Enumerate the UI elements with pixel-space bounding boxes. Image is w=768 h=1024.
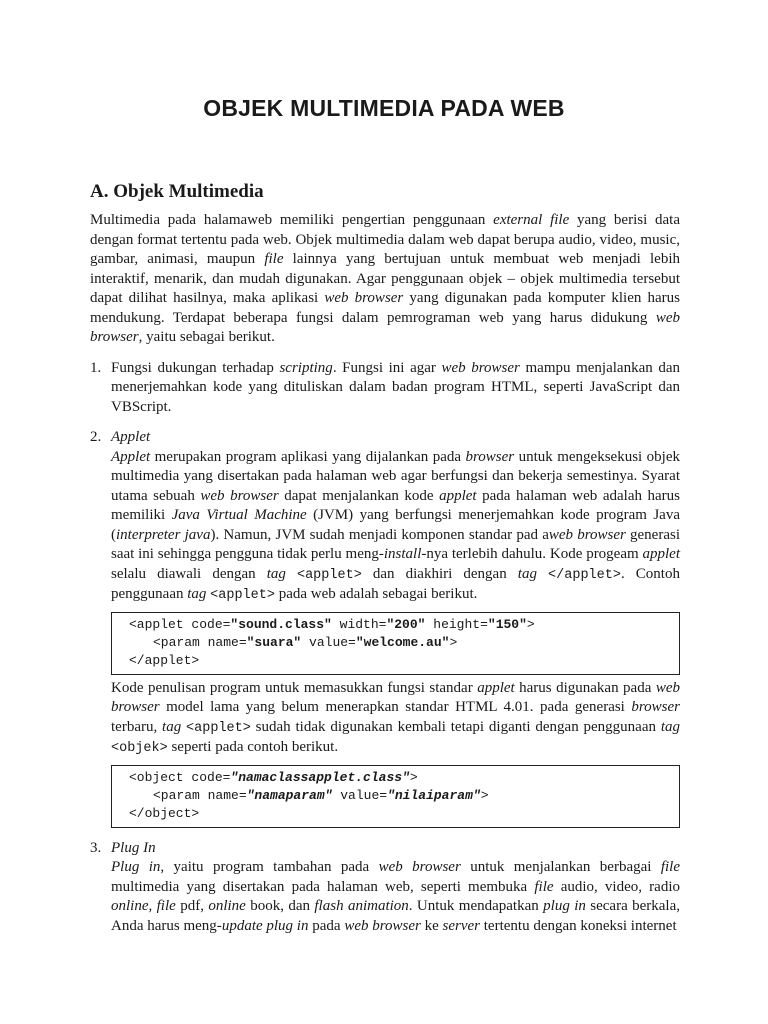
list-item-applet (90, 428, 680, 828)
page-title: OBJEK MULTIMEDIA PADA WEB (203, 95, 565, 121)
object-paragraph: Kode penulisan program untuk memasukkan fungsi standar applet harus digunakan pada web browser model lama yang belum menerapkan standar HTML 4.01. pada generasi browser terbaru, tag <applet> sudah tidak digunakan kembali tetapi diganti dengan penggunaan tag <objek> seperti pada contoh berikut. (111, 679, 681, 756)
list-number: 3. (90, 839, 102, 856)
code-block-applet: <applet code="sound.class" width="200" height="150"> <param name="suara" value="welcome.au"> </applet> (111, 612, 680, 675)
plugin-paragraph: Plug in, yaitu program tambahan pada web browser untuk menjalankan berbagai file multimedia yang disertakan pada halaman web, seperti membuka file audio, video, radio online, file pdf, online book, dan flash animation. Untuk mendapatkan plug in secara berkala, Anda harus meng-update plug in pada web browser ke server tertentu dengan koneksi internet (111, 859, 681, 934)
code-block-object: <object code="namaclassapplet.class"> <param name="namaparam" value="nilaiparam"> </object> (111, 765, 680, 828)
item-heading: Plug In (111, 839, 156, 856)
document-body (90, 211, 680, 936)
list-number: 2. (90, 429, 102, 445)
applet-paragraph: Applet merupakan program aplikasi yang dijalankan pada browser untuk mengeksekusi objek multimedia yang disertakan pada halaman web agar berfungsi dan bekerja semestinya. Syarat utama sebuah web browser dapat menjalankan kode applet pada halaman web adalah harus memiliki Java Virtual Machine (JVM) yang berfungsi menerjemahkan kode program Java (interpreter java). Namun, JVM sudah menjadi komponen standar pad aweb browser generasi saat ini sehingga pengguna tidak perlu meng-install-nya terlebih dahulu. Kode progeam applet selalu diawali dengan tag <applet> dan diakhiri dengan tag </applet>. Contoh penggunaan tag <applet> pada web adalah sebagai berikut. (111, 448, 681, 603)
list-number: 1. (90, 359, 102, 376)
intro-paragraph: Multimedia pada halamaweb memiliki pengertian penggunaan external file yang berisi data dengan format tertentu pada web. Objek multimedia dalam web dapat berupa audio, video, music, gambar, animasi, maupun file lainnya yang bertujuan untuk membuat web menjadi lebih interaktif, menarik, dan mudah digunakan. Agar penggunaan objek – objek multimedia tersebut dapat dilihat hasilnya, maka aplikasi web browser yang digunakan pada komputer klien harus mendukung. Terdapat beberapa fungsi dalam pemrograman web yang harus didukung web browser, yaitu sebagai berikut. (90, 212, 681, 345)
list-item-plugin (90, 839, 680, 937)
item-heading: Applet (111, 429, 151, 445)
section-heading: A. Objek Multimedia (90, 181, 264, 202)
list-item-scripting: 1. Fungsi dukungan terhadap scripting. Fungsi ini agar web browser mampu menjalankan dan menerjemahkan kode yang dituliskan dalam badan program HTML, seperti JavaScript dan VBScript. (90, 359, 680, 415)
